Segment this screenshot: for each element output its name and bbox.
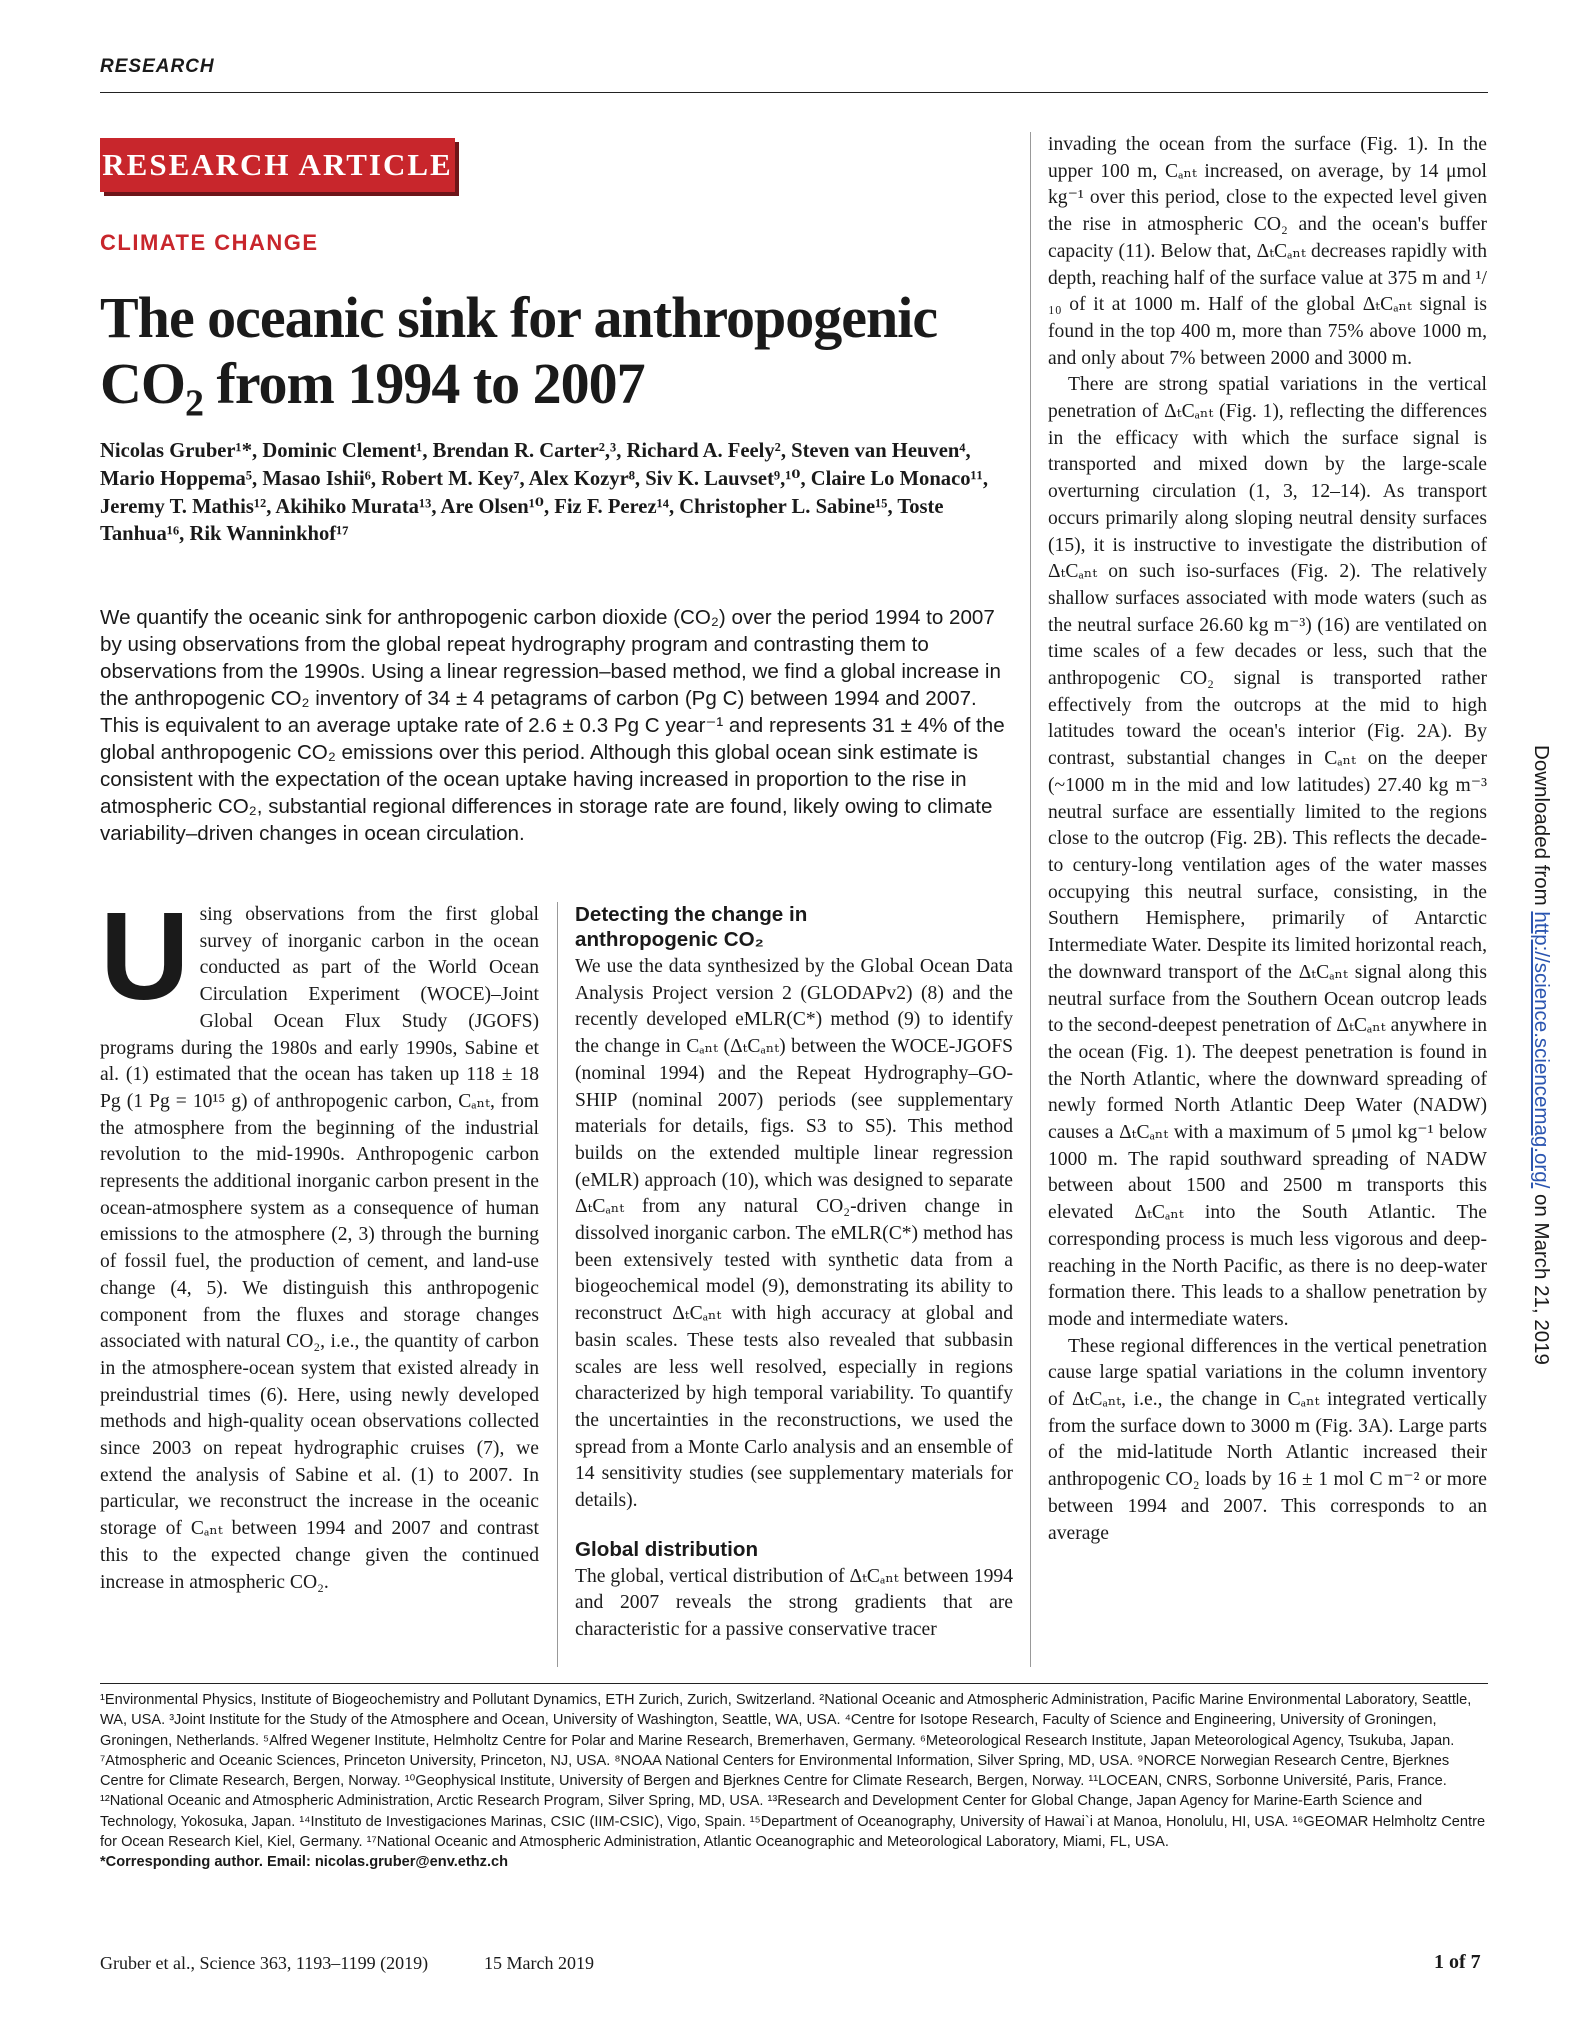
article-title bbox=[100, 285, 1020, 437]
download-suffix: on March 21, 2019 bbox=[1530, 1188, 1553, 1365]
heading-detecting-line-1: Detecting the change in bbox=[575, 903, 808, 926]
body-column-2 bbox=[575, 902, 1013, 1644]
download-link[interactable]: http://science.sciencemag.org/ bbox=[1530, 911, 1553, 1189]
detecting-paragraph: We use the data synthesized by the Global Ocean Data Analysis Project version 2 (GLODAPv2) (8) and the recently developed eMLR(C*) method (9) to identify the change in Cₐₙₜ (ΔₜCₐₙₜ) between the WOCE-JGOFS (nominal 1994) and the Repeat Hydrography–GO-SHIP (nominal 2007) periods (see supplementary materials for details, figs. S3 to S5). This method builds on the extended multiple linear regression (eMLR) approach (10), which was designed to separate ΔₜCₐₙₜ from any natural CO₂-driven change in dissolved inorganic carbon. The eMLR(C*) method has been extensively tested with synthetic data from a biogeochemical model (9), demonstrating its ability to reconstruct ΔₜCₐₙₜ with high accuracy at global and basin scales. These tests also revealed that subbasin scales are less well resolved, especially in regions characterized by high temporal variability. To quantify the uncertainties in the reconstructions, we used the spread from a Monte Carlo analysis and an ensemble of 14 sensitivity studies (see supplementary materials for details). bbox=[575, 956, 1013, 1512]
footer-citation: Gruber et al., Science 363, 1193–1199 (2019) bbox=[100, 1953, 429, 1973]
global-paragraph: The global, vertical distribution of ΔₜCₐₙₜ between 1994 and 2007 reveals the strong gradients that are characteristic for a passive conservative tracer bbox=[575, 1565, 1013, 1641]
section-label: CLIMATE CHANGE bbox=[100, 230, 319, 255]
title-line-1: The oceanic sink for anthropogenic bbox=[100, 285, 938, 350]
footnote-rule bbox=[100, 1683, 1488, 1684]
abstract: We quantify the oceanic sink for anthropogenic carbon dioxide (CO₂) over the period 1994 to 2007 by using observations from the global repeat hydrography program and contrasting them to observations from the 1990s. Using a linear regression–based method, we find a global increase in the anthropogenic CO₂ inventory of 34 ± 4 petagrams of carbon (Pg C) between 1994 and 2007. This is equivalent to an average uptake rate of 2.6 ± 0.3 Pg C year⁻¹ and represents 31 ± 4% of the global anthropogenic CO₂ emissions over this period. Although this global ocean sink estimate is consistent with the expectation of the ocean uptake having increased in proportion to the rise in atmospheric CO₂, substantial regional differences in storage rate are found, likely owing to climate variability–driven changes in ocean circulation. bbox=[100, 606, 1005, 845]
article-type-badge: RESEARCH ARTICLE bbox=[100, 138, 455, 192]
title-subscript: 2 bbox=[185, 382, 203, 425]
running-head: RESEARCH bbox=[100, 56, 215, 77]
heading-detecting-line-2: anthropogenic CO₂ bbox=[575, 928, 764, 951]
download-prefix: Downloaded from bbox=[1530, 745, 1553, 912]
title-co: CO bbox=[100, 351, 185, 416]
affiliations-footnote bbox=[100, 1690, 1488, 1873]
author-list: Nicolas Gruber¹*, Dominic Clement¹, Brendan R. Carter²,³, Richard A. Feely², Steven van Heuven⁴, Mario Hoppema⁵, Masao Ishii⁶, Robert M. Key⁷, Alex Kozyr⁸, Siv K. Lauvset⁹,¹⁰, Claire Lo Monaco¹¹, Jeremy T. Mathis¹², Akihiko Murata¹³, Are Olsen¹⁰, Fiz F. Perez¹⁴, Christopher L. Sabine¹⁵, Toste Tanhua¹⁶, Rik Wanninkhof¹⁷ bbox=[100, 440, 989, 546]
drop-cap: U bbox=[100, 888, 190, 1026]
body-column-1 bbox=[100, 888, 539, 1596]
footer-date: 15 March 2019 bbox=[484, 1953, 594, 1973]
column-rule bbox=[1030, 132, 1031, 1667]
body-column-3 bbox=[1048, 132, 1487, 1547]
title-line-2 bbox=[100, 351, 1020, 437]
col3-paragraph-2: There are strong spatial variations in the vertical penetration of ΔₜCₐₙₜ (Fig. 1), reflecting the differences in the efficacy with which the surface signal is transported and mixed down by the large-scale overturning circulation (1, 3, 12–14). As transport occurs primarily along sloping neutral density surfaces (15), it is instructive to investigate the distribution of ΔₜCₐₙₜ on such iso-surfaces (Fig. 2). The relatively shallow surfaces associated with mode waters (such as the neutral surface 26.60 kg m⁻³) (16) are ventilated on time scales of a few decades or less, such that the anthropogenic CO₂ signal is transported rather effectively from the outcrops at the mid to high latitudes toward the ocean's interior (Fig. 2A). By contrast, substantial changes in Cₐₙₜ on the deeper (~1000 m in the mid and low latitudes) 27.40 kg m⁻³ neutral surface are essentially limited to the regions close to the outcrop (Fig. 2B). This reflects the decade- to century-long ventilation ages of the water masses occupying this neutral surface, consisting, in the Southern Hemisphere, primarily of Antarctic Intermediate Water. Despite its limited horizontal reach, the downward transport of the ΔₜCₐₙₜ signal along this neutral surface from the Southern Ocean outcrop leads to the second-deepest penetration of ΔₜCₐₙₜ anywhere in the ocean (Fig. 1). The deepest penetration is found in the North Atlantic, where the downward spreading of newly formed North Atlantic Deep Water (NADW) causes a ΔₜCₐₙₜ with a maximum of 5 μmol kg⁻¹ below 1000 m. The rapid southward spreading of NADW between about 1500 and 2500 m transports this elevated ΔₜCₐₙₜ into the South Atlantic. The corresponding process is much less vigorous and deep-reaching in the North Pacific, as there is no deep-water formation there. This leads to a shallow penetration by mode and intermediate waters. bbox=[1048, 374, 1487, 1330]
column-rule bbox=[557, 902, 558, 1667]
title-years: from 1994 to 2007 bbox=[203, 351, 645, 416]
affiliations-text: ¹Environmental Physics, Institute of Biogeochemistry and Pollutant Dynamics, ETH Zurich, Zurich, Switzerland. ²National Oceanic and Atmospheric Administration, Pacific Marine Environmental Laboratory, Seattle, WA, USA. ³Joint Institute for the Study of the Atmosphere and Ocean, University of Washington, Seattle, WA, USA. ⁴Centre for Isotope Research, Faculty of Science and Engineering, University of Groningen, Groningen, Netherlands. ⁵Alfred Wegener Institute, Helmholtz Centre for Polar and Marine Research, Bremerhaven, Germany. ⁶Meteorological Research Institute, Japan Meteorological Agency, Tsukuba, Japan. ⁷Atmospheric and Oceanic Sciences, Princeton University, Princeton, NJ, USA. ⁸NOAA National Centers for Environmental Information, Silver Spring, MD, USA. ⁹NORCE Norwegian Research Centre, Bjerknes Centre for Climate Research, Bergen, Norway. ¹⁰Geophysical Institute, University of Bergen and Bjerknes Centre for Climate Research, Bergen, Norway. ¹¹LOCEAN, CNRS, Sorbonne Université, Paris, France. ¹²National Oceanic and Atmospheric Administration, Arctic Research Program, Silver Spring, MD, USA. ¹³Research and Development Center for Global Change, Japan Agency for Marine-Earth Science and Technology, Yokosuka, Japan. ¹⁴Instituto de Investigaciones Marinas, CSIC (IIM-CSIC), Vigo, Spain. ¹⁵Department of Oceanography, University of Hawai`i at Manoa, Honolulu, HI, USA. ¹⁶GEOMAR Helmholtz Centre for Ocean Research Kiel, Kiel, Germany. ¹⁷National Oceanic and Atmospheric Administration, Atlantic Oceanographic and Meteorological Laboratory, Miami, FL, USA. bbox=[100, 1692, 1486, 1851]
intro-paragraph: sing observations from the first global survey of inorganic carbon in the ocean conducted as part of the World Ocean Circulation Experiment (WOCE)–Joint Global Ocean Flux Study (JGOFS) programs during the 1980s and early 1990s, Sabine et al. (1) estimated that the ocean has taken up 118 ± 18 Pg (1 Pg = 10¹⁵ g) of anthropogenic carbon, Cₐₙₜ, from the atmosphere from the beginning of the industrial revolution to the mid-1990s. Anthropogenic carbon represents the additional inorganic carbon present in the ocean-atmosphere system as a consequence of human emissions to the atmosphere (2, 3) through the burning of fossil fuel, the production of cement, and land-use change (4, 5). We distinguish this anthropogenic component from the fluxes and storage changes associated with natural CO₂, i.e., the quantity of carbon in the atmosphere-ocean system that existed already in preindustrial times (6). Here, using newly developed methods and high-quality ocean observations collected since 2003 on repeat hydrographic cruises (7), we extend the analysis of Sabine et al. (1) to 2007. In particular, we reconstruct the increase in the oceanic storage of Cₐₙₜ between 1994 and 2007 and contrast this to the expected change given the continued increase in atmospheric CO₂. bbox=[100, 904, 539, 1593]
heading-detecting bbox=[575, 902, 1013, 952]
top-rule bbox=[100, 92, 1488, 93]
col3-paragraph-3: These regional differences in the vertical penetration cause large spatial variations in the column inventory of ΔₜCₐₙₜ, i.e., the change in Cₐₙₜ integrated vertically from the surface down to 3000 m (Fig. 3A). Large parts of the mid-latitude North Atlantic increased their anthropogenic CO₂ loads by 16 ± 1 mol C m⁻² or more between 1994 and 2007. This corresponds to an average bbox=[1048, 1335, 1487, 1544]
heading-global-distribution: Global distribution bbox=[575, 1537, 759, 1561]
download-side-note bbox=[1529, 745, 1553, 1365]
corresponding-author: *Corresponding author. Email: nicolas.gruber@env.ethz.ch bbox=[100, 1854, 509, 1871]
page-number: 1 of 7 bbox=[1434, 1951, 1481, 1973]
col3-paragraph-1: invading the ocean from the surface (Fig. 1). In the upper 100 m, Cₐₙₜ increased, on average, by 14 μmol kg⁻¹ over this period, close to the expected level given the rise in atmospheric CO₂ and the ocean's buffer capacity (11). Below that, ΔₜCₐₙₜ decreases rapidly with depth, reaching half of the surface value at 375 m and ¹/₁₀ of it at 1000 m. Half of the global ΔₜCₐₙₜ signal is found in the top 400 m, more than 75% above 1000 m, and only about 7% between 2000 and 3000 m. bbox=[1048, 134, 1487, 369]
